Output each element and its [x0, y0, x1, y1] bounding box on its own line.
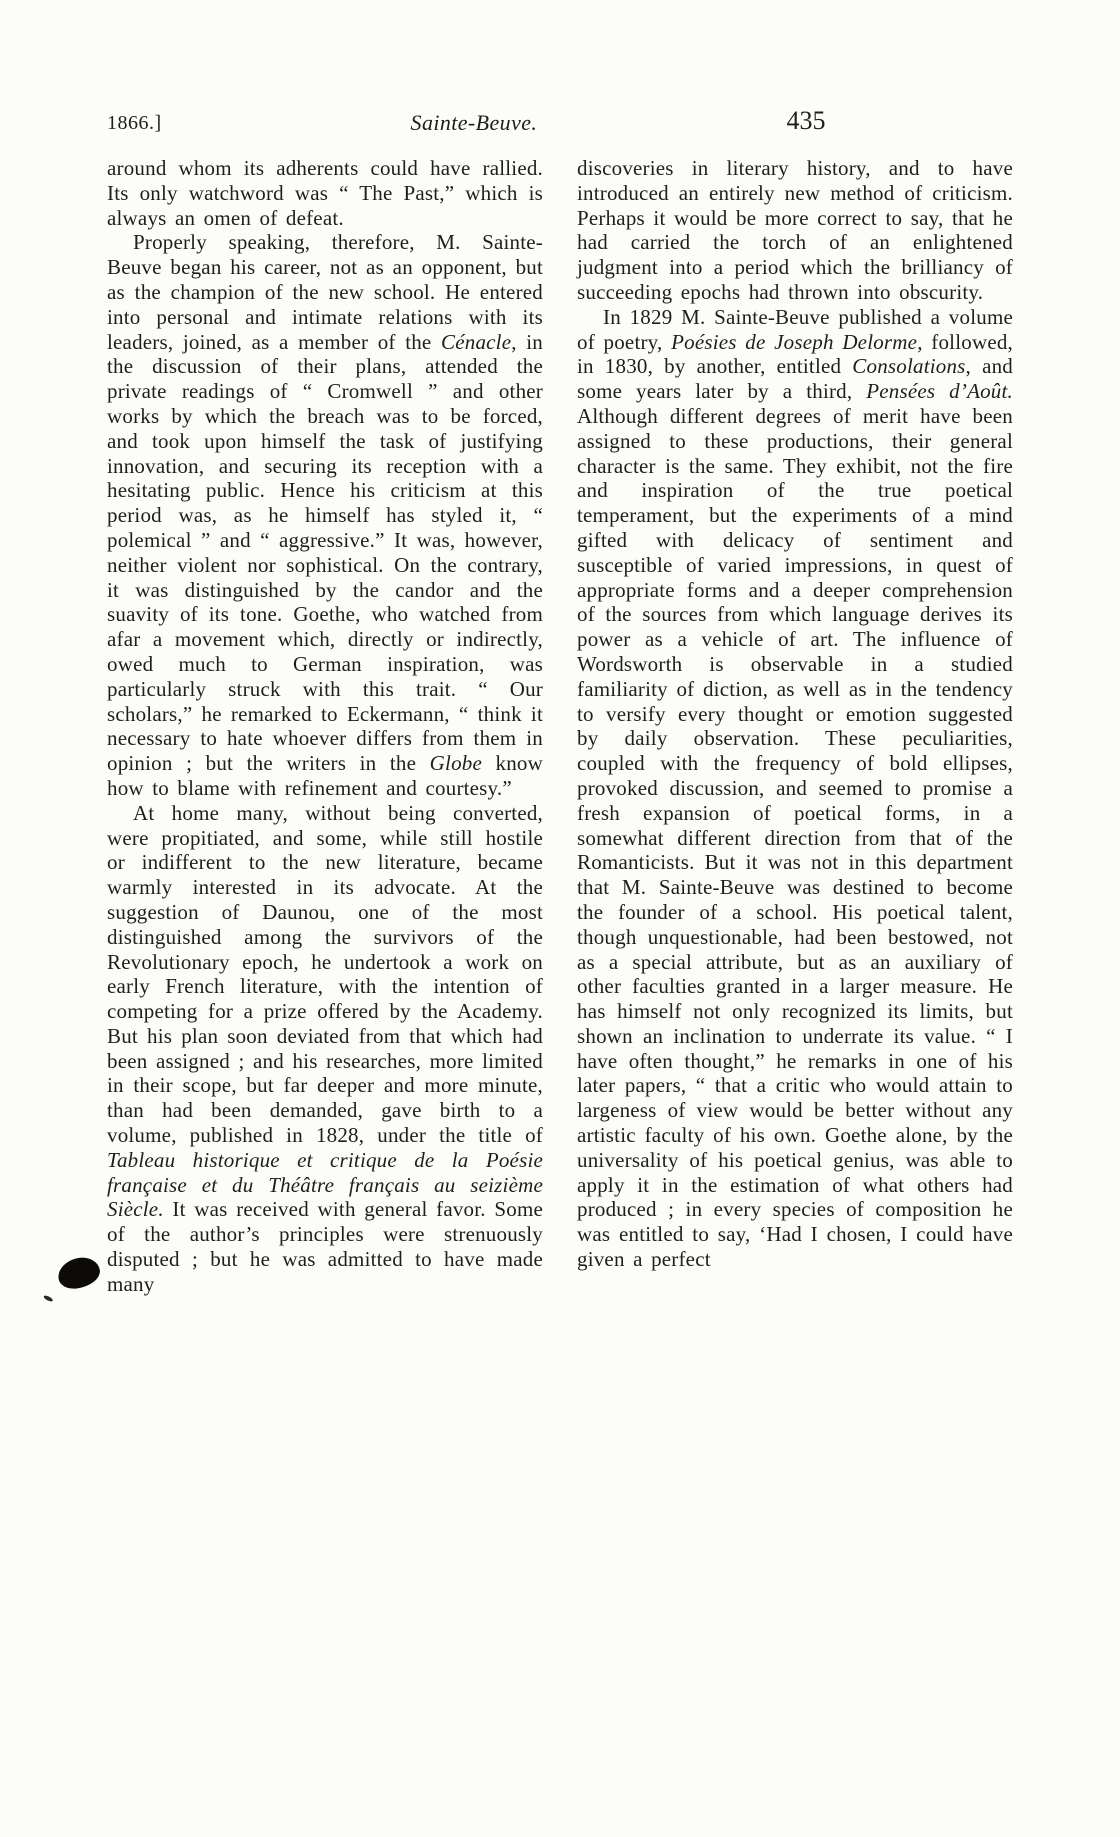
text-run: know how to blame with refinement and courtesy.” [107, 751, 543, 800]
ink-blot [56, 1255, 102, 1291]
column-left [107, 156, 543, 1297]
text-run: around whom its adherents could have rallied. Its only watchword was “ The Past,” which is always an omen of defeat. [107, 156, 543, 230]
text-columns [107, 156, 1013, 1297]
text-run: Although different degrees of merit have been assigned to these productions, their general character is the same. They exhibit, not the fire and inspiration of the true poetical temperament, but the experiments of a mind gifted with delicacy of sentiment and susceptible of varied impressions, in quest of appropriate forms and a deeper comprehension of the sources from which language derives its power as a vehicle of art. The influence of Wordsworth is observable in a studied familiarity of diction, as well as in the tendency to versify every thought or emotion suggested by daily observation. These peculiarities, coupled with the frequency of bold ellipses, provoked discussion, and seemed to promise a fresh expansion of poetical forms, in a somewhat different direction from that of the Romanticists. But it was not in this department that M. Sainte-Beuve was destined to become the founder of a school. His poetical talent, though unquestionable, had been bestowed, not as a special attribute, but as an auxiliary of other faculties granted in a larger measure. He has himself not only recognized its limits, but shown an inclination to underrate its value. “ I have often thought,” he remarks in one of his later papers, “ that a critic who would attain to largeness of view would be better without any artistic faculty of his own. Goethe alone, by the universality of his poetical genius, was able to apply it in the estimation of what others had produced ; in every species of composition he was entitled to say, ‘Had I chosen, I could have given a perfect [577, 403, 1013, 1272]
paragraph [107, 230, 543, 800]
paragraph [107, 156, 543, 230]
italic-text-run: Tableau historique et critique de la Poésie française et du Théâtre français au seizième Siècle. [107, 1147, 543, 1222]
header-year: 1866.] [107, 112, 162, 134]
text-run: , followed, in 1830, by another, entitled [577, 329, 1013, 379]
header-page-number: 435 [786, 106, 826, 135]
italic-text-run: Cénacle [441, 329, 512, 354]
italic-text-run: Pensées d’Août. [866, 379, 1013, 404]
page-header [107, 108, 1013, 156]
paragraph [577, 156, 1013, 305]
column-right [577, 156, 1013, 1297]
text-run: In 1829 M. Sainte-Beuve published a volume of poetry, [577, 304, 1013, 354]
text-run: Properly speaking, therefore, M. Sainte-Beuve began his career, not as an opponent, but as the champion of the new school. He entered into personal and intimate relations with its leaders, joined, as a member of the [107, 230, 543, 354]
text-run: It was received with general favor. Some of the author’s principles were strenuously disputed ; but he was admitted to have made many [107, 1197, 543, 1296]
italic-text-run: Globe [429, 751, 482, 776]
italic-text-run: Consolations [852, 354, 966, 379]
text-run: , and some years later by a third, [577, 354, 1013, 404]
italic-text-run: Poésies de Joseph Delorme [671, 329, 918, 354]
paragraph [107, 801, 543, 1297]
text-run: discoveries in literary history, and to have introduced an entirely new method of criticism. Perhaps it would be more correct to say, that he had carried the torch of an enlightened judgment into a period which the brilliancy of succeeding epochs had thrown into obscurity. [577, 156, 1013, 304]
text-run: , in the discussion of their plans, attended the private readings of “ Cromwell ” and other works by which the breach was to be forced, and took upon himself the task of justifying innovation, and securing its reception with a hesitating public. Hence his criticism at this period was, as he himself has styled it, “ polemical ” and “ aggressive.” It was, however, neither violent nor sophistical. On the contrary, it was distinguished by the candor and the suavity of its tone. Goethe, who watched from afar a movement which, directly or indirectly, owed much to German inspiration, was particularly struck with this trait. “ Our scholars,” he remarked to Eckermann, “ think it necessary to hate whoever differs from them in opinion ; but the writers in the [107, 329, 544, 776]
text-run: At home many, without being converted, were propitiated, and some, while still hostile or indifferent to the new literature, became warmly interested in its advocate. At the suggestion of Daunou, one of the most distinguished among the survivors of the Revolutionary epoch, he undertook a work on early French literature, with the intention of competing for a prize offered by the Academy. But his plan soon deviated from that which had been assigned ; and his researches, more limited in their scope, but far deeper and more minute, than had been demanded, gave birth to a volume, published in 1828, under the title of [107, 800, 543, 1148]
paragraph [577, 305, 1013, 1272]
header-title: Sainte-Beuve. [410, 110, 538, 135]
